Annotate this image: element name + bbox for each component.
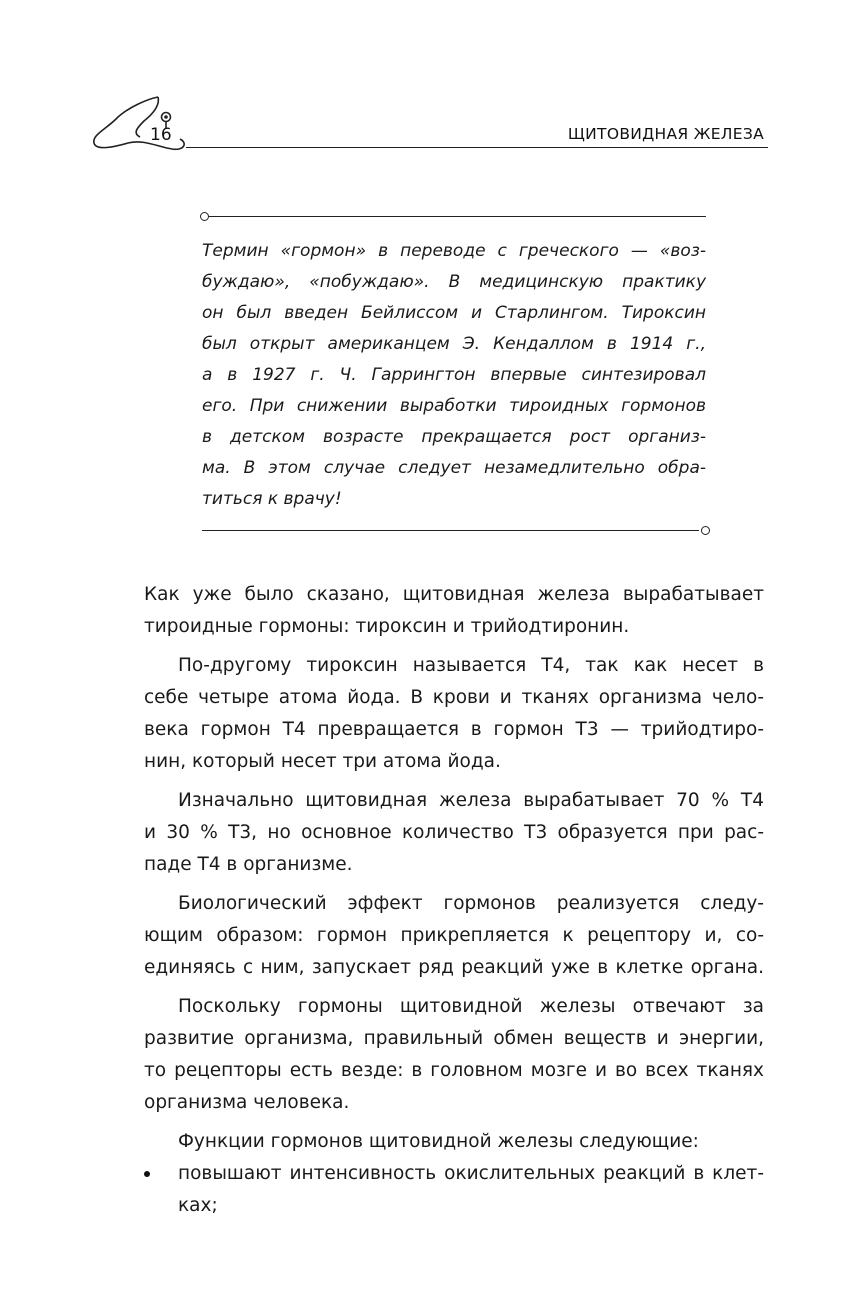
text-line: тироидные гормоны: тироксин и трийодтиронин.	[144, 616, 630, 637]
callout-line: а в 1927 г. Ч. Гаррингтон впервые синтезировал	[202, 365, 706, 385]
text-line: себе четыре атома йода. В крови и тканях организма чело-	[144, 687, 764, 708]
callout-bottom-dot	[701, 526, 710, 535]
text-line: Функции гормонов щитовидной железы следующие:	[178, 1131, 699, 1152]
callout-line: он был введен Бейлиссом и Старлингом. Тироксин	[202, 303, 706, 323]
text-line: века гормон Т4 превращается в гормон Т3 — трийодтиро-	[144, 719, 764, 740]
page-header	[88, 85, 768, 155]
callout-line: был открыт американцем Э. Кендаллом в 1914 г.,	[202, 334, 706, 354]
callout-box	[200, 212, 710, 542]
text-line: Изначально щитовидная железа вырабатывает 70 % Т4	[178, 790, 764, 811]
callout-line: его. При снижении выработки тироидных гормонов	[202, 396, 706, 416]
text-line: ющим образом: гормон прикрепляется к рецептору и, со-	[144, 925, 764, 946]
callout-line: ма. В этом случае следует незамедлительно обра-	[202, 458, 706, 478]
callout-line: Термин «гормон» в переводе с греческого — «воз-	[202, 241, 706, 261]
text-line: развитие организма, правильный обмен веществ и энергии,	[144, 1028, 764, 1049]
paragraph	[144, 579, 764, 643]
text-line: организма человека.	[144, 1092, 350, 1113]
text-line: и 30 % Т3, но основное количество Т3 образуется при рас-	[144, 822, 764, 843]
text-line: Поскольку гормоны щитовидной железы отвечают за	[178, 996, 764, 1017]
paragraph	[144, 991, 764, 1119]
callout-top-dot	[200, 212, 209, 221]
text-line: Как уже было сказано, щитовидная железа вырабатывает	[144, 584, 764, 605]
body-text	[144, 579, 764, 1222]
text-line: единяясь с ним, запускает ряд реакций уже в клетке органа.	[144, 957, 764, 978]
callout-line: в детском возрасте прекращается рост организ-	[202, 427, 706, 447]
paragraph	[144, 1126, 764, 1158]
text-line: По-другому тироксин называется Т4, так как несет в	[178, 655, 764, 676]
header-rule	[186, 147, 768, 148]
callout-line: титься к врачу!	[202, 489, 342, 509]
text-line: повышают интенсивность окислительных реакций в клет-	[178, 1163, 764, 1184]
paragraph	[144, 650, 764, 778]
callout-line: буждаю», «побуждаю». В медицинскую практику	[202, 272, 706, 292]
text-line: нин, который несет три атома йода.	[144, 751, 501, 772]
text-line: паде Т4 в организме.	[144, 854, 353, 875]
page-number: 16	[150, 125, 172, 145]
callout-text	[202, 236, 706, 515]
text-line: ках;	[178, 1195, 218, 1216]
text-line: Биологический эффект гормонов реализуется следу-	[178, 893, 764, 914]
text-line: то рецепторы есть везде: в головном мозге и во всех тканях	[144, 1060, 764, 1081]
callout-bottom-rule	[202, 530, 699, 531]
paragraph	[144, 888, 764, 984]
stethoscope-icon	[88, 85, 198, 157]
paragraph	[144, 785, 764, 881]
bullet-icon	[144, 1171, 150, 1177]
list-item	[144, 1158, 764, 1222]
running-title: ЩИТОВИДНАЯ ЖЕЛЕЗА	[567, 125, 764, 143]
callout-top-rule	[209, 216, 706, 217]
